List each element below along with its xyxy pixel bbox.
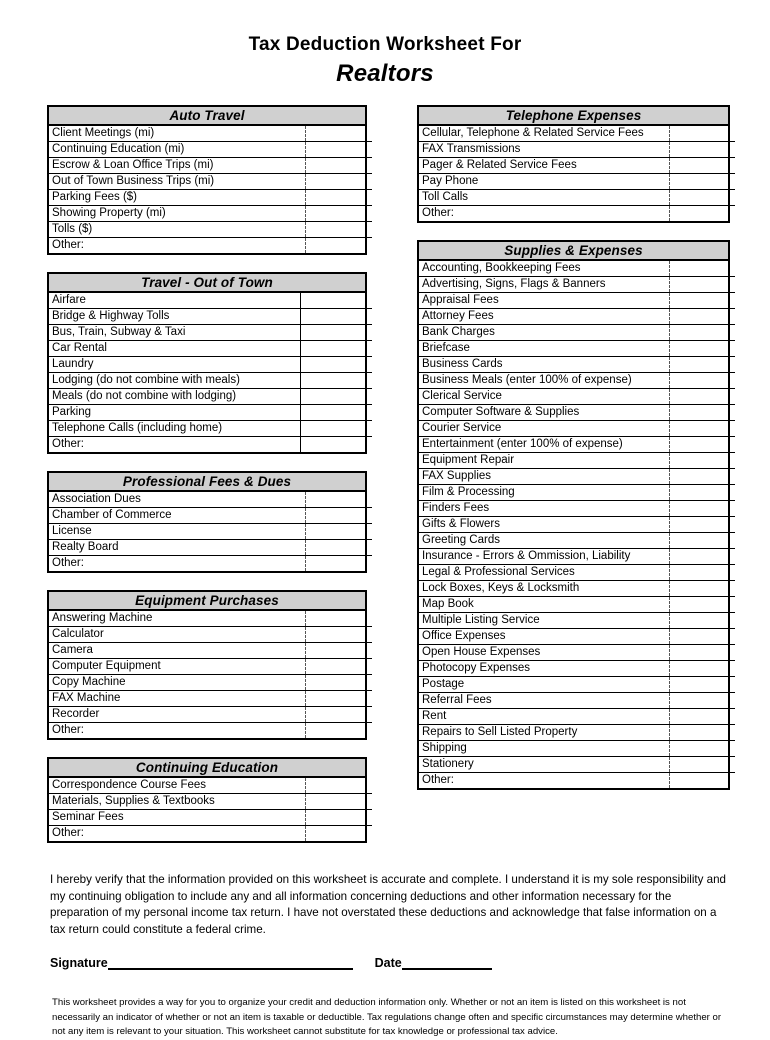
table-row <box>49 325 372 341</box>
row-label: Photocopy Expenses <box>419 661 670 677</box>
table-row <box>49 357 372 373</box>
row-amount-field[interactable] <box>670 357 736 373</box>
table-row <box>419 293 735 309</box>
row-amount-field[interactable] <box>306 508 373 524</box>
row-label: Parking Fees ($) <box>49 190 306 206</box>
row-amount-field[interactable] <box>301 293 373 309</box>
row-label: Seminar Fees <box>49 810 306 826</box>
section-auto-travel <box>47 105 367 255</box>
row-label: Office Expenses <box>419 629 670 645</box>
row-amount-field[interactable] <box>301 341 373 357</box>
table-row <box>49 126 372 142</box>
table-row <box>419 277 735 293</box>
table-row <box>49 524 372 540</box>
page-title <box>0 0 770 87</box>
row-amount-field[interactable] <box>670 405 736 421</box>
row-label: Gifts & Flowers <box>419 517 670 533</box>
row-label: Telephone Calls (including home) <box>49 421 301 437</box>
row-amount-field[interactable] <box>306 794 373 810</box>
row-label: Film & Processing <box>419 485 670 501</box>
row-label: Open House Expenses <box>419 645 670 661</box>
row-label: Laundry <box>49 357 301 373</box>
row-amount-field[interactable] <box>670 757 736 773</box>
row-label: Postage <box>419 677 670 693</box>
table-row <box>49 492 372 508</box>
table-row <box>49 556 372 572</box>
table-row <box>49 421 372 437</box>
table-supplies-expenses <box>419 261 735 788</box>
row-label: Pay Phone <box>419 174 670 190</box>
table-row <box>419 517 735 533</box>
row-label: License <box>49 524 306 540</box>
title-line-1: Tax Deduction Worksheet For <box>248 34 522 55</box>
table-row <box>419 549 735 565</box>
row-amount-field[interactable] <box>306 723 373 739</box>
row-amount-field[interactable] <box>306 206 373 222</box>
row-label: Briefcase <box>419 341 670 357</box>
row-label: Business Cards <box>419 357 670 373</box>
table-row <box>419 309 735 325</box>
row-label: Repairs to Sell Listed Property <box>419 725 670 741</box>
table-row <box>419 261 735 277</box>
row-label: Other: <box>52 557 84 570</box>
table-row <box>49 675 372 691</box>
row-amount-field[interactable] <box>670 661 736 677</box>
signature-row <box>50 955 730 970</box>
row-label: Association Dues <box>49 492 306 508</box>
row-amount-field[interactable] <box>306 524 373 540</box>
row-label: Continuing Education (mi) <box>49 142 306 158</box>
section-equipment-purchases <box>47 590 367 740</box>
table-row <box>49 707 372 723</box>
table-row <box>419 645 735 661</box>
table-equipment-purchases <box>49 611 372 738</box>
table-row <box>49 508 372 524</box>
table-row <box>419 501 735 517</box>
row-amount-field[interactable] <box>306 142 373 158</box>
row-amount-field[interactable] <box>301 373 373 389</box>
table-row <box>419 485 735 501</box>
table-row <box>419 757 735 773</box>
row-label: Client Meetings (mi) <box>49 126 306 142</box>
table-row <box>419 469 735 485</box>
row-amount-field[interactable] <box>670 373 736 389</box>
row-label: Advertising, Signs, Flags & Banners <box>419 277 670 293</box>
row-amount-field[interactable] <box>670 773 736 789</box>
table-row <box>49 293 372 309</box>
row-label: FAX Transmissions <box>419 142 670 158</box>
table-row <box>49 222 372 238</box>
row-amount-field[interactable] <box>670 190 736 206</box>
table-row <box>419 206 735 222</box>
row-amount-field[interactable] <box>670 533 736 549</box>
table-telephone-expenses <box>419 126 735 221</box>
row-amount-field[interactable] <box>670 613 736 629</box>
row-label: Multiple Listing Service <box>419 613 670 629</box>
row-label: Cellular, Telephone & Related Service Fees <box>419 126 670 142</box>
row-amount-field[interactable] <box>306 707 373 723</box>
section-professional-fees <box>47 471 367 573</box>
table-row <box>49 309 372 325</box>
row-label: Tolls ($) <box>49 222 306 238</box>
table-row <box>49 373 372 389</box>
row-amount-field[interactable] <box>301 309 373 325</box>
row-amount-field[interactable] <box>306 540 373 556</box>
table-row <box>49 437 372 453</box>
table-row <box>49 341 372 357</box>
row-label: Computer Software & Supplies <box>419 405 670 421</box>
table-row <box>419 581 735 597</box>
table-row <box>49 723 372 739</box>
table-row <box>49 238 372 254</box>
table-row <box>419 389 735 405</box>
row-amount-field[interactable] <box>670 501 736 517</box>
table-row <box>419 126 735 142</box>
table-row <box>49 190 372 206</box>
table-row <box>419 533 735 549</box>
right-column <box>417 105 730 807</box>
row-label: Other: <box>52 827 84 840</box>
row-amount-field[interactable] <box>670 485 736 501</box>
table-row <box>419 357 735 373</box>
row-label: Finders Fees <box>419 501 670 517</box>
table-row <box>49 659 372 675</box>
section-heading-supplies-expenses: Supplies & Expenses <box>419 242 728 261</box>
row-label: Camera <box>49 643 306 659</box>
footer-disclaimer: This worksheet provides a way for you to organize your credit and deduction information only. Whether or not an item is listed on this worksheet is not necessarily an indicator of whether or not an item is taxable or deductible. Tax regulations change often and specific circumstances may determine whether or not any item is relevant to your situation. This worksheet cannot substitute for tax knowledge or professional tax advice. <box>52 997 722 1038</box>
row-label: Lodging (do not combine with meals) <box>49 373 301 389</box>
row-amount-field[interactable] <box>670 158 736 174</box>
row-label: Other: <box>52 239 84 252</box>
section-heading-equipment-purchases: Equipment Purchases <box>49 592 365 611</box>
table-travel-out-of-town <box>49 293 372 452</box>
table-row <box>419 341 735 357</box>
table-row <box>419 677 735 693</box>
row-amount-field[interactable] <box>301 389 373 405</box>
row-label: Calculator <box>49 627 306 643</box>
table-row <box>49 643 372 659</box>
table-row <box>419 709 735 725</box>
row-label: Entertainment (enter 100% of expense) <box>419 437 670 453</box>
row-amount-field[interactable] <box>306 691 373 707</box>
row-label: Other: <box>422 207 454 220</box>
table-row <box>419 325 735 341</box>
row-amount-field[interactable] <box>670 725 736 741</box>
row-amount-field[interactable] <box>670 174 736 190</box>
row-label: Pager & Related Service Fees <box>419 158 670 174</box>
row-amount-field[interactable] <box>306 675 373 691</box>
row-amount-field[interactable] <box>301 405 373 421</box>
table-continuing-education <box>49 778 372 841</box>
row-amount-field[interactable] <box>670 341 736 357</box>
row-amount-field[interactable] <box>306 222 373 238</box>
section-heading-auto-travel: Auto Travel <box>49 107 365 126</box>
table-row <box>419 437 735 453</box>
table-row <box>419 613 735 629</box>
table-auto-travel <box>49 126 372 253</box>
section-telephone-expenses <box>417 105 730 223</box>
row-label: Car Rental <box>49 341 301 357</box>
row-label: Other: <box>422 774 454 787</box>
row-amount-field[interactable] <box>670 469 736 485</box>
row-amount-field[interactable] <box>301 357 373 373</box>
table-row <box>49 142 372 158</box>
row-label: Equipment Repair <box>419 453 670 469</box>
row-amount-field[interactable] <box>306 826 373 842</box>
table-row <box>419 629 735 645</box>
row-amount-field[interactable] <box>670 389 736 405</box>
table-row <box>49 794 372 810</box>
row-label: Shipping <box>419 741 670 757</box>
row-label: Airfare <box>49 293 301 309</box>
row-label: Lock Boxes, Keys & Locksmith <box>419 581 670 597</box>
row-label: Business Meals (enter 100% of expense) <box>419 373 670 389</box>
table-row <box>419 725 735 741</box>
row-label: Legal & Professional Services <box>419 565 670 581</box>
section-continuing-education <box>47 757 367 843</box>
section-heading-continuing-education: Continuing Education <box>49 759 365 778</box>
row-amount-field[interactable] <box>301 437 373 453</box>
row-label: Map Book <box>419 597 670 613</box>
table-row <box>419 565 735 581</box>
row-label: Showing Property (mi) <box>49 206 306 222</box>
row-label: Recorder <box>49 707 306 723</box>
row-label: Clerical Service <box>419 389 670 405</box>
row-amount-field[interactable] <box>670 293 736 309</box>
table-row <box>49 158 372 174</box>
row-amount-field[interactable] <box>306 190 373 206</box>
table-row <box>419 405 735 421</box>
row-amount-field[interactable] <box>306 810 373 826</box>
table-row <box>49 389 372 405</box>
table-row <box>419 142 735 158</box>
row-amount-field[interactable] <box>670 581 736 597</box>
verification-paragraph: I hereby verify that the information provided on this worksheet is accurate and complete. I understand it is my sole responsibility and my continuing obligation to include any and all information concerning deductions and other information necessary for the preparation of my personal income tax return. I have not overstated these deductions and acknowledge that false information on a tax return could constitute a federal crime. <box>50 873 727 936</box>
row-label: Bank Charges <box>419 325 670 341</box>
section-heading-professional-fees: Professional Fees & Dues <box>49 473 365 492</box>
row-amount-field[interactable] <box>670 206 736 222</box>
table-row <box>49 778 372 794</box>
table-row <box>419 158 735 174</box>
row-label: Parking <box>49 405 301 421</box>
row-amount-field[interactable] <box>306 627 373 643</box>
row-label: FAX Machine <box>49 691 306 707</box>
row-amount-field[interactable] <box>670 309 736 325</box>
section-heading-telephone-expenses: Telephone Expenses <box>419 107 728 126</box>
row-amount-field[interactable] <box>670 261 736 277</box>
row-amount-field[interactable] <box>670 142 736 158</box>
row-label: Insurance - Errors & Ommission, Liability <box>419 549 670 565</box>
row-amount-field[interactable] <box>306 611 373 627</box>
left-column <box>47 105 367 860</box>
table-row <box>419 421 735 437</box>
row-label: Bridge & Highway Tolls <box>49 309 301 325</box>
row-label: Rent <box>419 709 670 725</box>
section-supplies-expenses <box>417 240 730 790</box>
row-label: Copy Machine <box>49 675 306 691</box>
section-heading-travel-out-of-town: Travel - Out of Town <box>49 274 365 293</box>
row-amount-field[interactable] <box>670 277 736 293</box>
row-amount-field[interactable] <box>306 158 373 174</box>
row-amount-field[interactable] <box>670 597 736 613</box>
row-label: Computer Equipment <box>49 659 306 675</box>
row-label: Escrow & Loan Office Trips (mi) <box>49 158 306 174</box>
date-input-line[interactable] <box>402 955 492 970</box>
signature-input-line[interactable] <box>108 955 353 970</box>
row-label: Appraisal Fees <box>419 293 670 309</box>
row-label: Greeting Cards <box>419 533 670 549</box>
table-row <box>419 373 735 389</box>
row-amount-field[interactable] <box>306 778 373 794</box>
table-row <box>49 405 372 421</box>
table-row <box>49 611 372 627</box>
table-row <box>49 691 372 707</box>
row-label: Out of Town Business Trips (mi) <box>49 174 306 190</box>
row-amount-field[interactable] <box>670 517 736 533</box>
table-professional-fees <box>49 492 372 571</box>
row-amount-field[interactable] <box>670 126 736 142</box>
table-row <box>49 540 372 556</box>
row-amount-field[interactable] <box>301 325 373 341</box>
date-label: Date <box>374 956 402 971</box>
table-row <box>49 206 372 222</box>
row-label: Correspondence Course Fees <box>49 778 306 794</box>
table-row <box>419 741 735 757</box>
row-label: Meals (do not combine with lodging) <box>49 389 301 405</box>
table-row <box>419 190 735 206</box>
section-travel-out-of-town <box>47 272 367 454</box>
table-row <box>49 826 372 842</box>
table-row <box>419 693 735 709</box>
table-row <box>419 453 735 469</box>
table-row <box>49 174 372 190</box>
row-label: Attorney Fees <box>419 309 670 325</box>
row-amount-field[interactable] <box>306 238 373 254</box>
row-label: Realty Board <box>49 540 306 556</box>
row-amount-field[interactable] <box>670 629 736 645</box>
row-label: Chamber of Commerce <box>49 508 306 524</box>
worksheet-columns <box>0 105 770 860</box>
row-label: Other: <box>52 724 84 737</box>
row-amount-field[interactable] <box>670 645 736 661</box>
row-label: Courier Service <box>419 421 670 437</box>
row-amount-field[interactable] <box>670 421 736 437</box>
row-amount-field[interactable] <box>670 693 736 709</box>
row-amount-field[interactable] <box>306 643 373 659</box>
row-amount-field[interactable] <box>306 126 373 142</box>
row-amount-field[interactable] <box>670 741 736 757</box>
table-row <box>49 627 372 643</box>
table-row <box>419 174 735 190</box>
row-amount-field[interactable] <box>306 556 373 572</box>
row-amount-field[interactable] <box>670 565 736 581</box>
row-label: Toll Calls <box>419 190 670 206</box>
row-amount-field[interactable] <box>670 453 736 469</box>
row-label: FAX Supplies <box>419 469 670 485</box>
row-label: Accounting, Bookkeeping Fees <box>419 261 670 277</box>
table-row <box>419 597 735 613</box>
row-amount-field[interactable] <box>301 421 373 437</box>
row-amount-field[interactable] <box>670 677 736 693</box>
row-amount-field[interactable] <box>306 659 373 675</box>
row-label: Other: <box>52 438 84 451</box>
row-amount-field[interactable] <box>670 549 736 565</box>
row-label: Answering Machine <box>49 611 306 627</box>
table-row <box>419 661 735 677</box>
row-amount-field[interactable] <box>670 325 736 341</box>
signature-label: Signature <box>50 956 108 971</box>
row-label: Stationery <box>419 757 670 773</box>
table-row <box>419 773 735 789</box>
title-line-2: Realtors <box>336 59 434 87</box>
row-label: Materials, Supplies & Textbooks <box>49 794 306 810</box>
row-label: Bus, Train, Subway & Taxi <box>49 325 301 341</box>
row-amount-field[interactable] <box>670 437 736 453</box>
row-amount-field[interactable] <box>306 492 373 508</box>
row-amount-field[interactable] <box>670 709 736 725</box>
row-amount-field[interactable] <box>306 174 373 190</box>
row-label: Referral Fees <box>419 693 670 709</box>
table-row <box>49 810 372 826</box>
